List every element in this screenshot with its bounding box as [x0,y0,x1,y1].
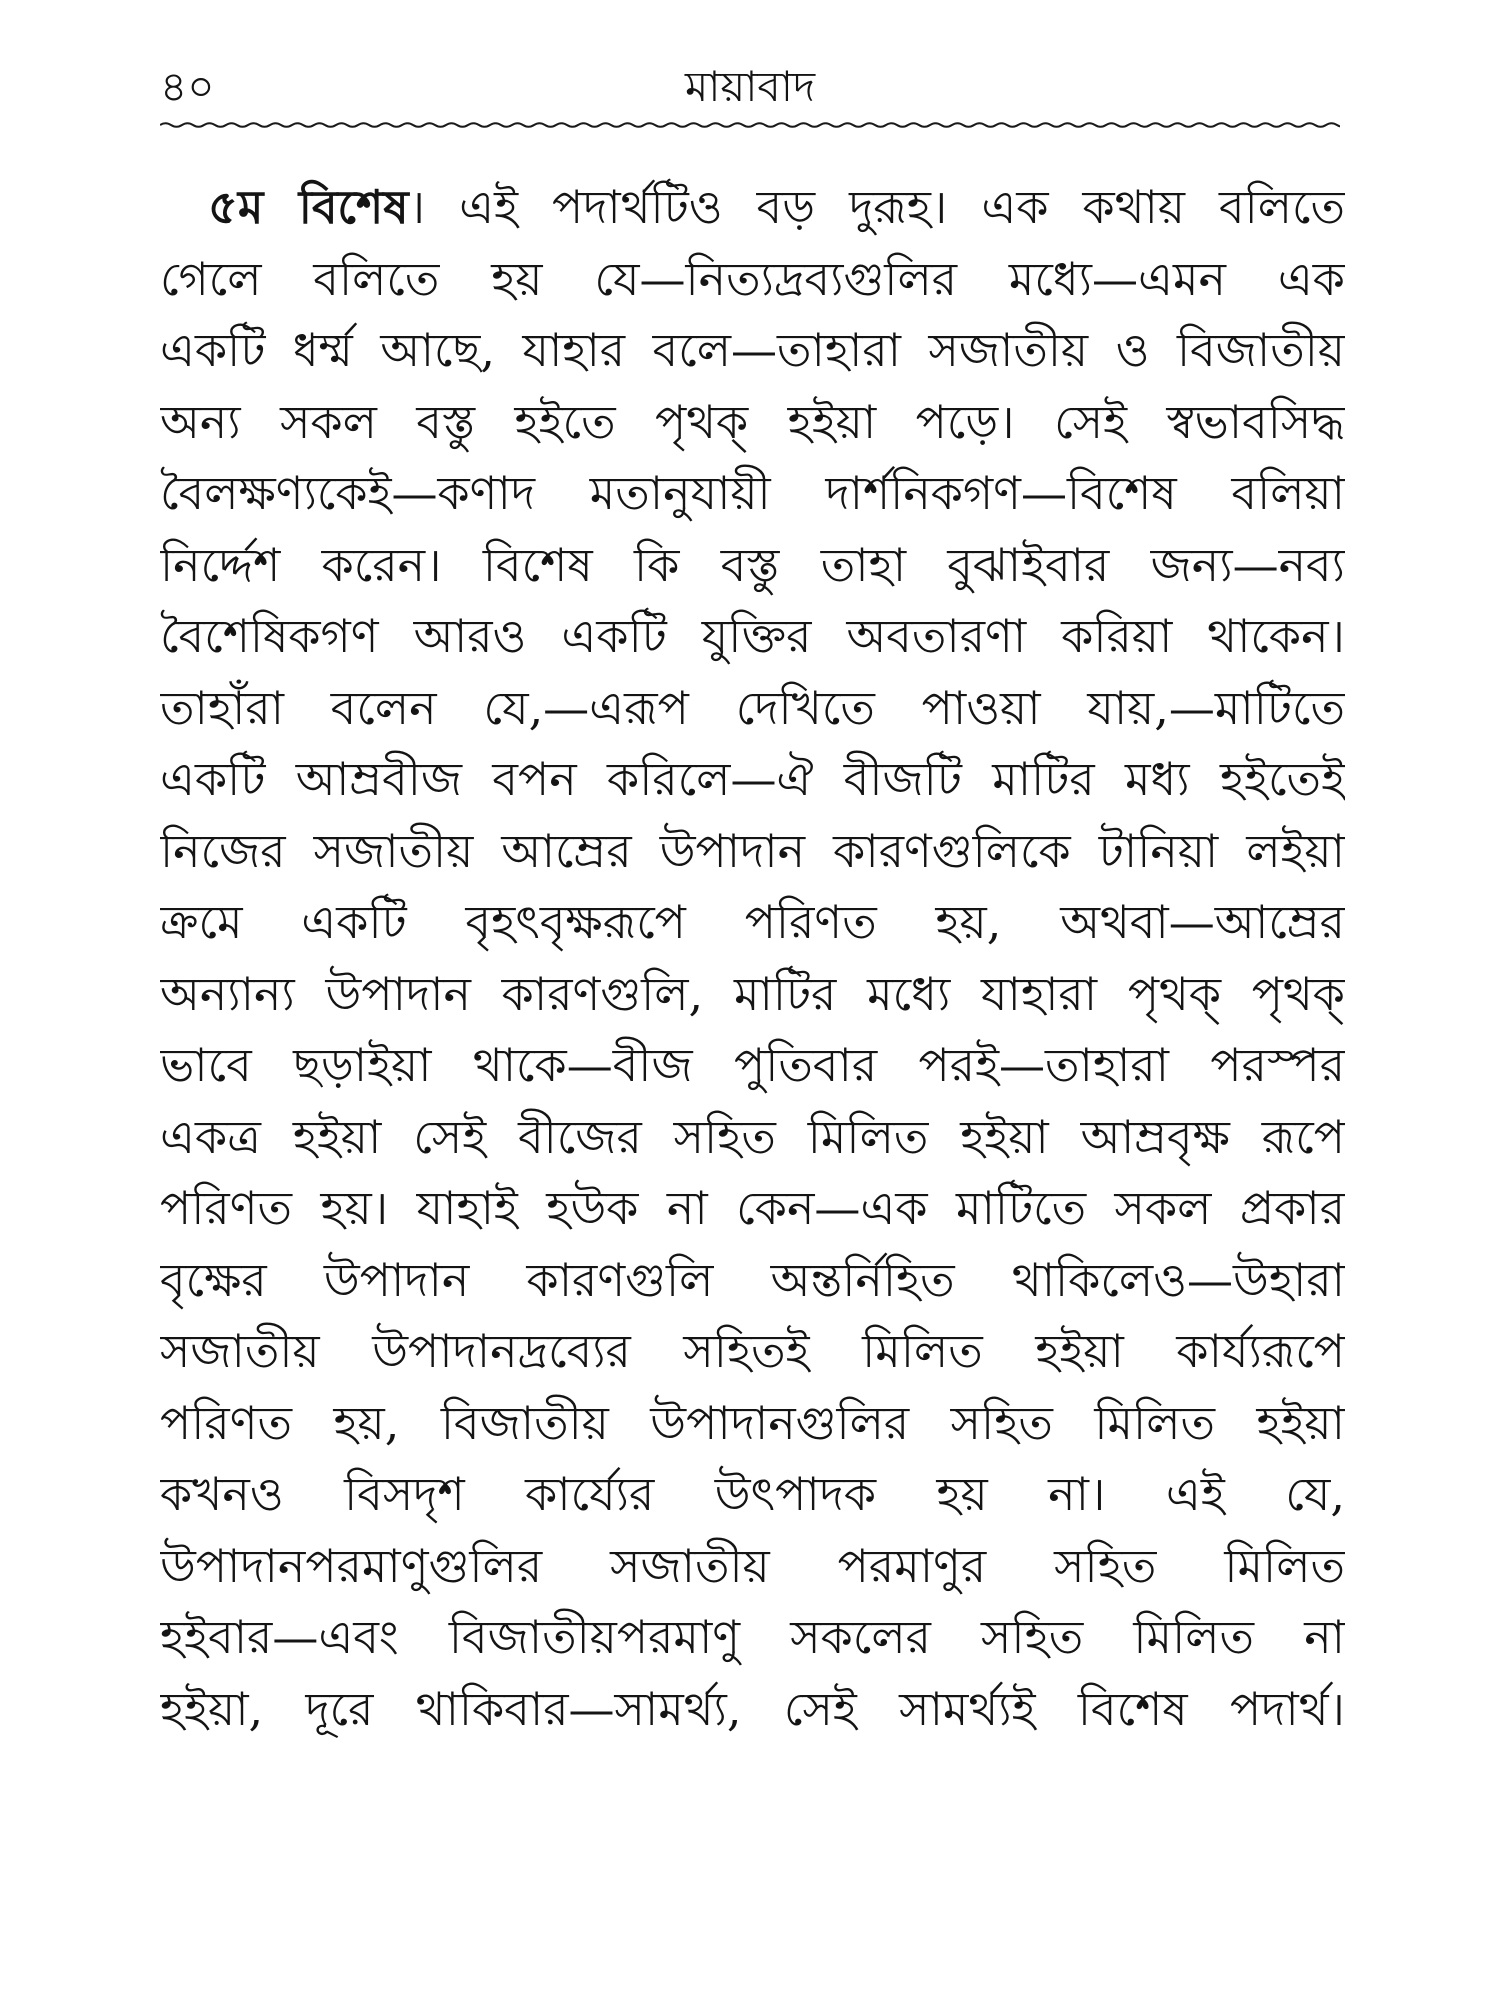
text-line-3: একটি ধর্ম্ম আছে, যাহার বলে—তাহারা সজাতীয় ও বিজাতীয় [160,323,1345,377]
text-line-13: ভাবে ছড়াইয়া থাকে—বীজ পুতিবার পরই—তাহারা পরস্পর [160,1038,1345,1092]
text-line-19: কখনও বিসদৃশ কার্য্যের উৎপাদক হয় না। এই যে, [160,1467,1345,1521]
text-line-10: নিজের সজাতীয় আম্রের উপাদান কারণগুলিকে টানিয়া লইয়া [160,823,1345,878]
text-line-9: একটি আম্রবীজ বপন করিলে—ঐ বীজটি মাটির মধ্য হইতেই [160,752,1345,806]
text-line-8: তাহাঁরা বলেন যে,—এরূপ দেখিতে পাওয়া যায়,—মাটিতে [160,680,1345,735]
text-line-18: পরিণত হয়, বিজাতীয় উপাদানগুলির সহিত মিলিত হইয়া [160,1395,1345,1450]
text-line-15: পরিণত হয়। যাহাই হউক না কেন—এক মাটিতে সকল প্রকার [160,1181,1345,1235]
page-number: ৪০ [160,62,215,111]
text-line-1: । এই পদার্থটিও বড় দুরূহ। এক কথায় বলিতে [408,180,1345,234]
running-title: মায়াবাদ [684,62,816,111]
body-paragraph [160,172,1345,1952]
text-line-11: ক্রমে একটি বৃহৎবৃক্ষরূপে পরিণত হয়, অথবা—আম্রের [160,895,1345,949]
text-line-22: হইয়া, দূরে থাকিবার—সামর্থ্য, সেই সামর্থ্যই বিশেষ পদার্থ। [160,1681,1345,1736]
text-line-4: অন্য সকল বস্তু হইতে পৃথক্ হইয়া পড়ে। সেই স্বভাবসিদ্ধ [160,394,1345,449]
section-lead-heading: ৫ম বিশেষ [208,180,409,234]
text-line-16: বৃক্ষের উপাদান কারণগুলি অন্তর্নিহিত থাকিলেও—উহারা [160,1252,1345,1307]
text-line-14: একত্র হইয়া সেই বীজের সহিত মিলিত হইয়া আম্রবৃক্ষ রূপে [160,1109,1345,1164]
text-line-21: হইবার—এবং বিজাতীয়পরমাণু সকলের সহিত মিলিত না [160,1610,1345,1664]
wavy-header-rule [160,118,1340,132]
paragraph-first-line [160,172,1345,244]
text-line-5: বৈলক্ষণ্যকেই—কণাদ মতানুযায়ী দার্শনিকগণ—বিশেষ বলিয়া [160,466,1345,520]
text-line-20: উপাদানপরমাণুগুলির সজাতীয় পরমাণুর সহিত মিলিত [160,1538,1345,1593]
text-line-2: গেলে বলিতে হয় যে—নিত্যদ্রব্যগুলির মধ্যে—এমন এক [160,251,1345,306]
wavy-line-decoration [160,118,1340,132]
text-line-17: সজাতীয় উপাদানদ্রব্যের সহিতই মিলিত হইয়া কার্য্যরূপে [160,1324,1345,1378]
page-header [160,52,1340,122]
text-line-6: নির্দ্দেশ করেন। বিশেষ কি বস্তু তাহা বুঝাইবার জন্য—নব্য [160,537,1345,592]
text-line-12: অন্যান্য উপাদান কারণগুলি, মাটির মধ্যে যাহারা পৃথক্ পৃথক্ [160,966,1345,1021]
text-line-7: বৈশেষিকগণ আরও একটি যুক্তির অবতারণা করিয়া থাকেন। [160,609,1345,663]
